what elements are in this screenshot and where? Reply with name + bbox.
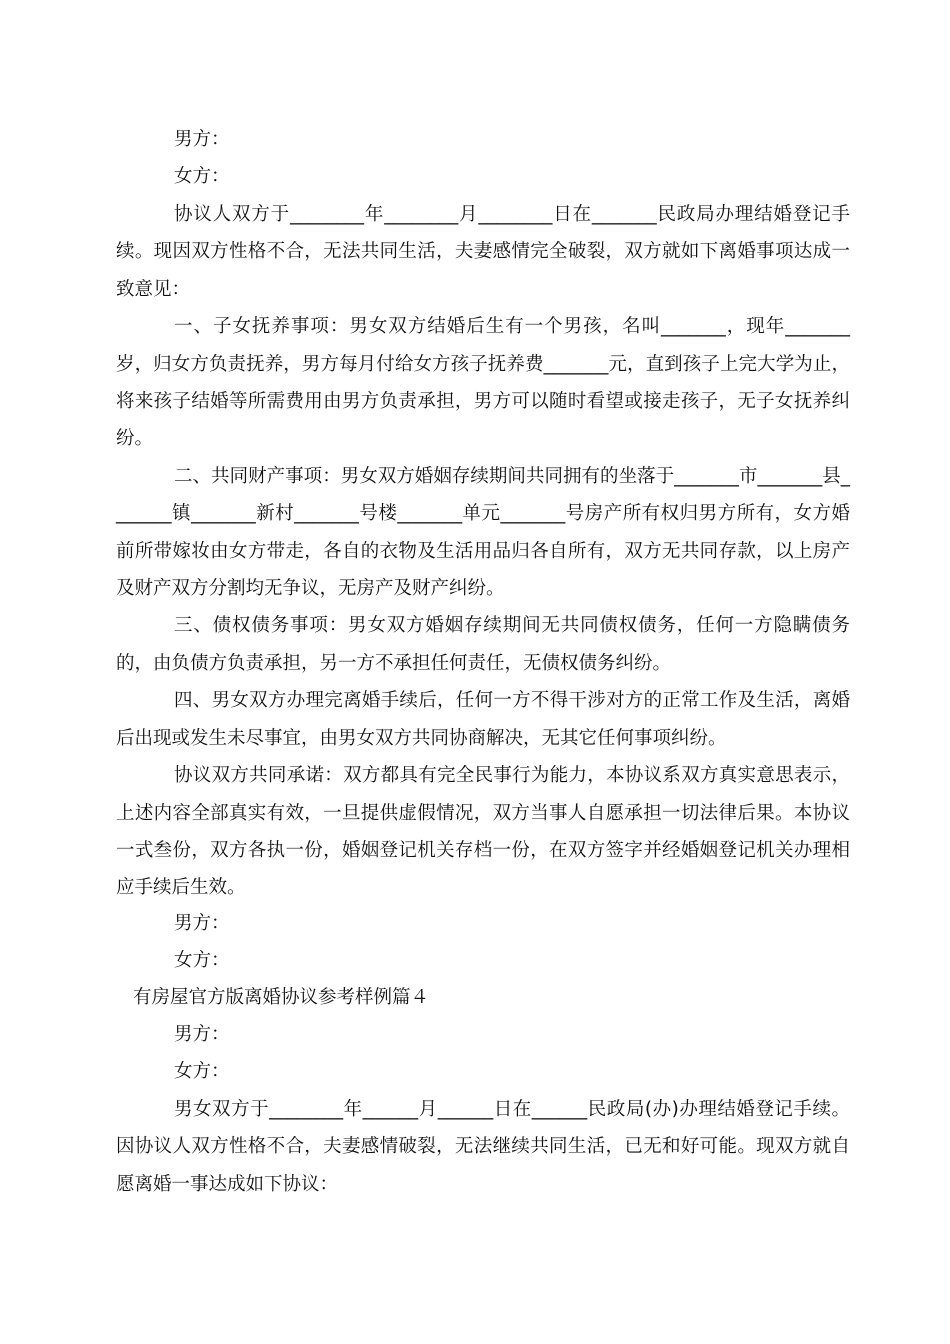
child-custody-clause: 一、子女抚养事项：男女双方结婚后生有一个男孩，名叫_______，现年_______岁，归女方负责抚养，男方每月付给女方孩子抚养费_______元，直到孩子上完大学为止，将来孩子结婚等所需费用由男方负责承担，男方可以随时看望或接走孩子，无子女抚养纠纷。 (116, 316, 850, 450)
commitment-paragraph: 协议双方共同承诺：双方都具有完全民事行为能力，本协议系双方真实意思表示，上述内容全部真实有效，一旦提供虚假情况，双方当事人自愿承担一切法律后果。本协议一式叁份，双方各执一份，婚姻登记机关存档一份，在双方签字并经婚姻登记机关办理相应手续后生效。 (116, 765, 850, 899)
section2-female-label: 女方： (174, 1061, 230, 1082)
section-title: 有房屋官方版离婚协议参考样例篇４ (133, 987, 430, 1008)
section2-body (116, 1091, 850, 1203)
section2-male-label: 男方： (174, 1024, 230, 1045)
section2-intro-paragraph: 男女双方于________年______月______日在______民政局(办)办理结婚登记手续。因协议人双方性格不合，夫妻感情破裂，无法继续共同生活，已无和好可能。现双方就自愿离婚一事达成如下协议： (116, 1099, 850, 1195)
sign-male-label: 男方： (174, 913, 230, 934)
property-clause: 二、共同财产事项：男女双方婚姻存续期间共同拥有的坐落于_______市_______县_______镇_______新村_______号楼_______单元_______号房产所有权归男方所有，女方婚前所带嫁妆由女方带走，各自的衣物及生活用品归各自所有，双方无共同存款，以上房产及财产双方分割均无争议，无房产及财产纠纷。 (116, 465, 850, 600)
agreement-body (116, 196, 850, 907)
post-divorce-clause: 四、男女双方办理完离婚手续后，任何一方不得干涉对方的正常工作及生活，离婚后出现或发生未尽事宜，由男女双方共同协商解决，无其它任何事项纠纷。 (116, 690, 850, 749)
intro-paragraph: 协议人双方于________年________月________日在_______民政局办理结婚登记手续。现因双方性格不合，无法共同生活，夫妻感情完全破裂，双方就如下离婚事项达成一致意见： (116, 204, 850, 300)
sign-female-label: 女方： (174, 950, 230, 971)
male-label: 男方： (174, 129, 230, 150)
debt-clause: 三、债权债务事项：男女双方婚姻存续期间无共同债权债务，任何一方隐瞒债务的，由负债方负责承担，另一方不承担任何责任，无债权债务纠纷。 (116, 615, 850, 674)
female-label: 女方： (174, 166, 230, 187)
